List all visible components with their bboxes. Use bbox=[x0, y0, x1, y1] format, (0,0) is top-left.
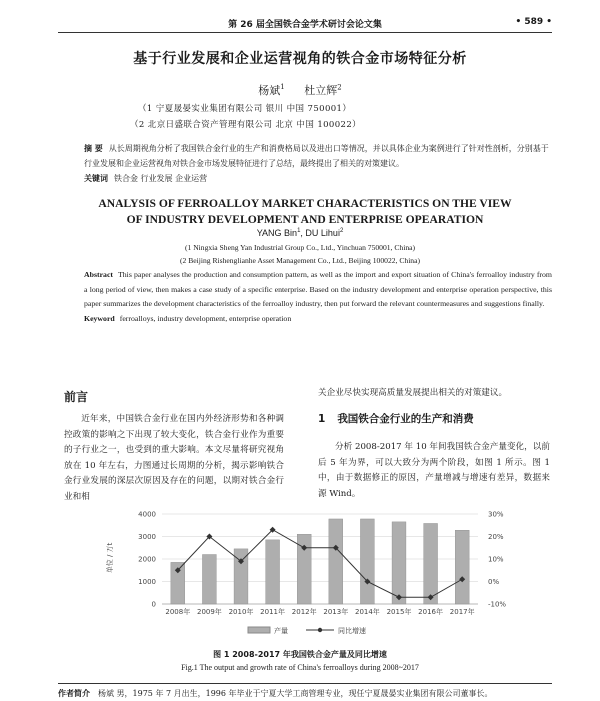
abstract-text-en: This paper analyses the production and consumption pattern, as well as the import and export situation of China's ferroalloy industry from a long period of view, then makes a case study of a specific enterprise. Based on the industry development and enterprise operation perspective, this paper summarizes the development characteristics of the ferroalloy industry, then put forward the relevant countermeasures and suggestions finally. bbox=[84, 270, 552, 308]
x-tick-label: 2008年 bbox=[165, 608, 191, 616]
legend-label-line: 同比增速 bbox=[338, 627, 366, 635]
author-name: 杨斌 bbox=[258, 84, 281, 97]
y-tick-label: 2000 bbox=[138, 555, 156, 564]
author-affil-mark: 2 bbox=[339, 228, 344, 234]
paper-title-cn: 基于行业发展和企业运营视角的铁合金市场特征分析 bbox=[133, 51, 467, 67]
x-tick-label: 2017年 bbox=[449, 608, 475, 616]
author-affil-mark: 1 bbox=[297, 228, 301, 234]
paragraph-continuation: 关企业尽快实现高质量发展提出相关的对策建议。 bbox=[318, 388, 508, 398]
y2-tick-label: 20% bbox=[488, 533, 504, 541]
x-tick-label: 2015年 bbox=[386, 608, 412, 616]
y2-tick-label: 30% bbox=[488, 510, 504, 519]
author-affil-mark: 1 bbox=[280, 83, 285, 92]
x-tick-label: 2011年 bbox=[260, 608, 286, 616]
affiliation-cn: （1 宁夏晟晏实业集团有限公司 银川 中国 750001） bbox=[138, 104, 352, 114]
y2-axis-ticks bbox=[488, 511, 506, 609]
affiliation-cn: （2 北京日盛联合资产管理有限公司 北京 中国 100022） bbox=[130, 120, 362, 130]
preface-text: 近年来，中国铁合金行业在国内外经济形势和各种调控政策的影响之下出现了较大变化，铁合金行业作为重要的子行业之一，也受到的重大影响。本文尽量将研究视角放在 10 年左右，力图通过长周期的分析，揭示影响铁合金行业发展的深层次原因及存在的问题，以期对铁合金行业和相 bbox=[64, 414, 284, 502]
abstract-label-cn: 摘 要 bbox=[84, 144, 103, 153]
page-number: • 589 • bbox=[515, 17, 552, 27]
section1-paragraph bbox=[318, 440, 550, 502]
bar-2009年 bbox=[202, 555, 216, 605]
keyword-label-en: Keyword bbox=[84, 313, 115, 323]
x-tick-label: 2012年 bbox=[291, 608, 317, 616]
growth-rate-line bbox=[178, 530, 462, 598]
y2-tick-label: 10% bbox=[488, 555, 504, 564]
author-bio bbox=[58, 683, 552, 699]
author-name: YANG Bin bbox=[256, 228, 298, 238]
abstract-en bbox=[84, 268, 552, 326]
x-tick-label: 2010年 bbox=[228, 608, 254, 616]
authors-en bbox=[0, 228, 600, 238]
abstract-text-cn: 从长周期视角分析了我国铁合金行业的生产和消费格局以及进出口等情况，并以具体企业为案例进行了针对性剖析，分别基于行业发展和企业运营视角对铁合金市场发展特征进行了总结，最终提出了相关的对策建议。 bbox=[84, 144, 549, 168]
legend-swatch-marker bbox=[318, 628, 322, 632]
figure-1-chart bbox=[100, 504, 536, 644]
figure-caption-en: Fig.1 The output and growth rate of China's ferroalloys during 2008~2017 bbox=[181, 663, 419, 672]
y-axis-ticks bbox=[138, 511, 156, 609]
section-heading-1 bbox=[318, 411, 474, 426]
author-bio-text: 杨斌 男，1975 年 7 月出生，1996 年毕业于宁夏大学工商管理专业，现任宁夏晟晏实业集团有限公司董事长。 bbox=[98, 689, 493, 698]
authors-cn bbox=[0, 82, 600, 98]
keywords-cn: 铁合金 行业发展 企业运营 bbox=[114, 174, 208, 183]
section-number: 1 bbox=[318, 413, 326, 425]
y-tick-label: 1000 bbox=[138, 578, 156, 586]
section-title: 我国铁合金行业的生产和消费 bbox=[337, 413, 474, 425]
keywords-label-cn: 关键词 bbox=[84, 174, 108, 183]
affiliation-en: (2 Beijing Rishenglianhe Asset Management Co., Ltd., Beijing 100022, China) bbox=[179, 256, 421, 265]
growth-rate-points bbox=[175, 527, 465, 601]
preface-paragraph bbox=[64, 412, 284, 505]
legend-label-bar: 产量 bbox=[274, 627, 288, 635]
figure-caption-cn: 图 1 2008-2017 年我国铁合金产量及同比增速 bbox=[213, 650, 387, 659]
y-tick-label: 3000 bbox=[138, 533, 156, 541]
author-name: 杜立辉 bbox=[304, 84, 338, 97]
y2-tick-label: 0% bbox=[488, 578, 500, 586]
running-header bbox=[58, 14, 552, 33]
bar-2017年 bbox=[455, 530, 469, 604]
x-tick-label: 2009年 bbox=[196, 608, 222, 616]
chart-bars bbox=[171, 519, 469, 604]
title-line: OF INDUSTRY DEVELOPMENT AND ENTERPRISE OPEARATION bbox=[126, 213, 484, 226]
section-heading-preface: 前言 bbox=[64, 390, 89, 404]
x-tick-label: 2014年 bbox=[354, 608, 380, 616]
y2-tick-label: -10% bbox=[488, 600, 507, 609]
x-tick-label: 2013年 bbox=[323, 608, 349, 616]
proceedings-title: 第 26 届全国铁合金学术研讨会论文集 bbox=[228, 20, 382, 30]
bar-2011年 bbox=[266, 540, 280, 604]
section1-text: 分析 2008-2017 年 10 年间我国铁合金产量变化，以前后 5 年为界，可以大致分为两个阶段，如图 1 所示。图 1 中，由于数据修正的原因，产量增减与增速有差异，数据来源 Wind。 bbox=[318, 442, 550, 499]
legend-swatch-bar bbox=[248, 627, 270, 633]
paper-title-en bbox=[58, 196, 552, 228]
abstract-label-en: Abstract bbox=[84, 270, 114, 279]
bar-2016年 bbox=[424, 523, 438, 604]
author-bio-label: 作者简介 bbox=[58, 689, 90, 698]
abstract-cn bbox=[84, 141, 552, 186]
chart-legend bbox=[248, 626, 366, 635]
y-tick-label: 0 bbox=[151, 600, 156, 609]
affiliation-en: (1 Ningxia Sheng Yan Industrial Group Co., Ltd., Yinchuan 750001, China) bbox=[184, 243, 416, 252]
y-tick-label: 4000 bbox=[138, 510, 156, 519]
y-axis-label: 单位 / 万t bbox=[106, 542, 114, 574]
bar-2015年 bbox=[392, 522, 406, 604]
bar-2014年 bbox=[360, 519, 374, 604]
title-line: ANALYSIS OF FERROALLOY MARKET CHARACTERISTICS ON THE VIEW bbox=[98, 197, 512, 210]
x-axis-ticks bbox=[165, 607, 474, 616]
author-name: , DU Lihui bbox=[300, 228, 340, 238]
author-affil-mark: 2 bbox=[337, 83, 342, 92]
bar-2013年 bbox=[329, 519, 343, 604]
keywords-en: ferroalloys, industry development, enterprise operation bbox=[119, 313, 292, 323]
x-tick-label: 2016年 bbox=[418, 608, 444, 616]
